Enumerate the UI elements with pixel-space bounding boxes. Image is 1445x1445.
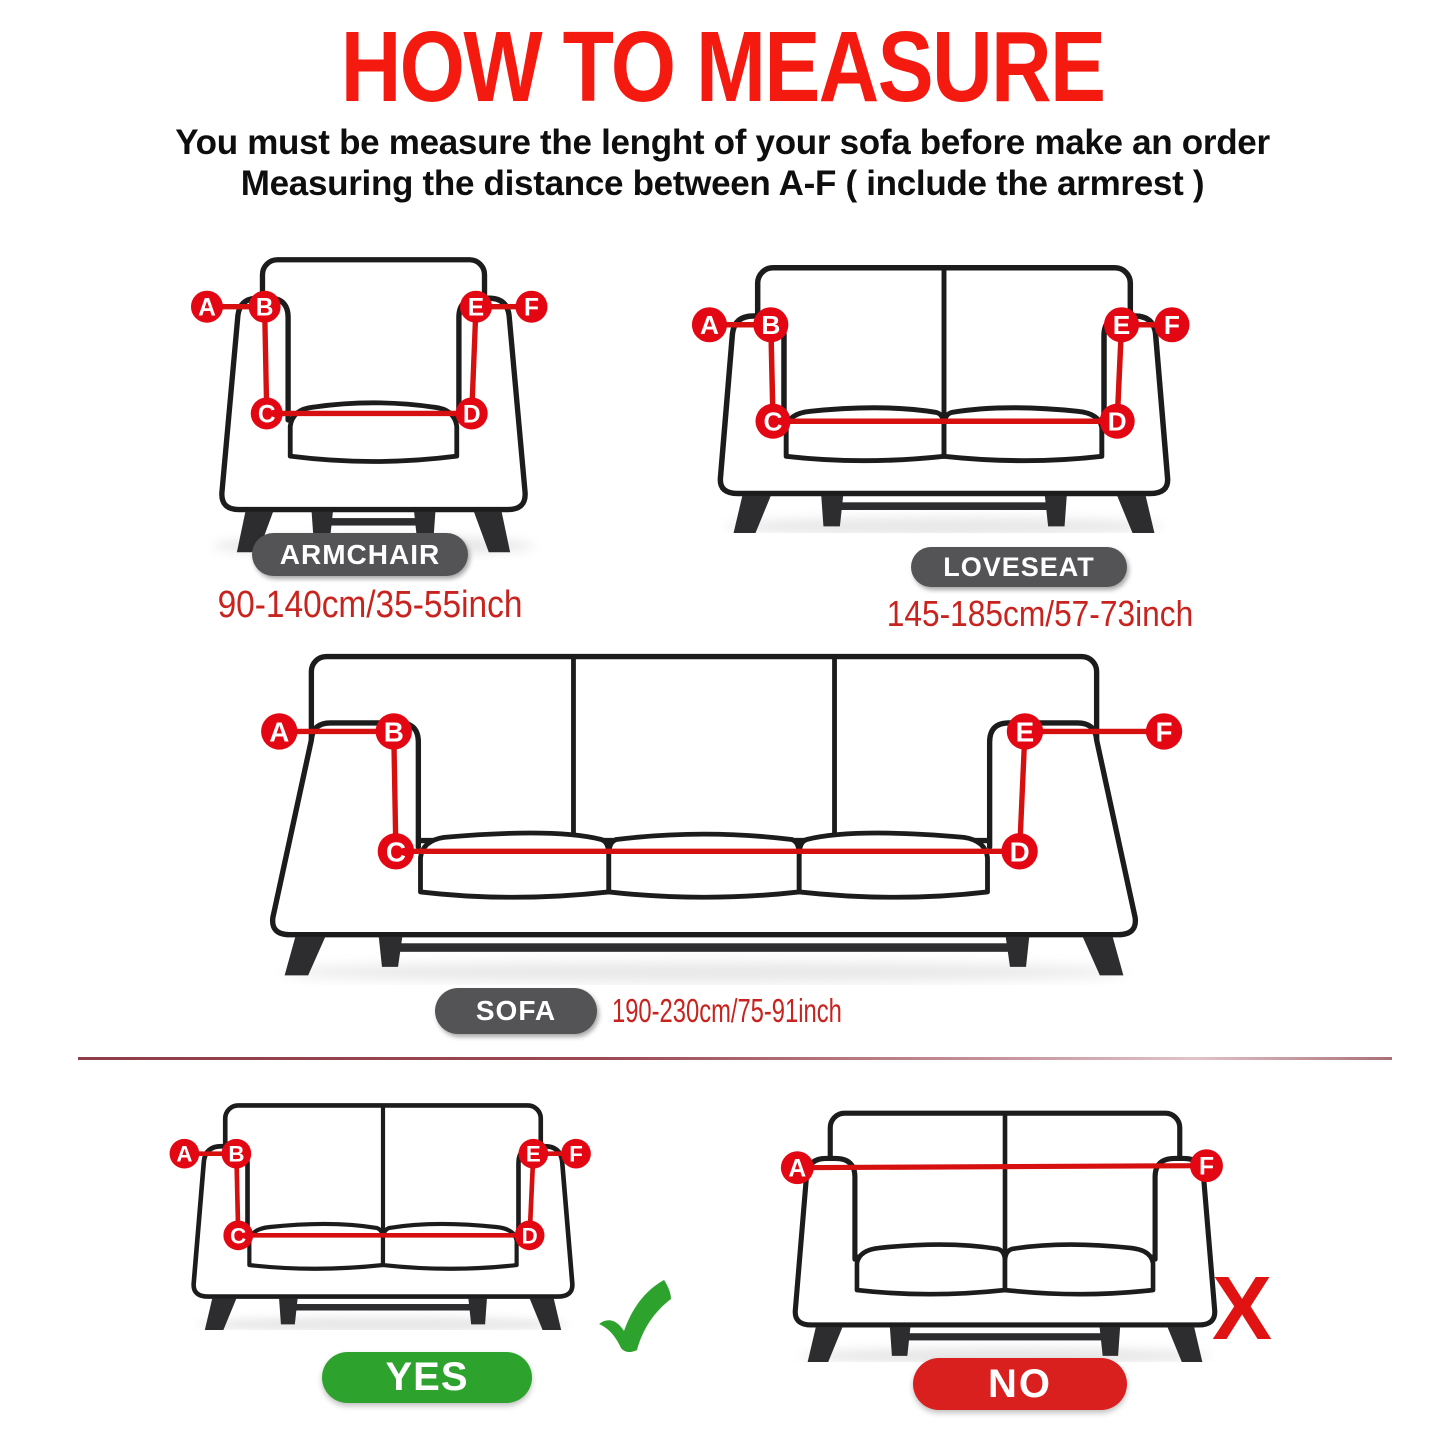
leg-stretcher-bar [900,1333,1110,1340]
svg-text:F: F [1163,310,1181,341]
floor-shadow [725,518,1163,533]
seat-cushion [944,408,1102,461]
leg [279,1298,298,1324]
subtitle [0,122,1445,204]
svg-text:F: F [1198,1153,1215,1181]
measure-point-e [1007,713,1043,749]
svg-text:C: C [230,1223,247,1249]
measure-point-a [191,291,223,323]
svg-text:D: D [521,1223,538,1249]
armchair-size-range: 90-140cm/35-55inch [217,584,523,626]
svg-text:F: F [523,294,539,322]
measure-point-c [223,1220,253,1250]
subtitle-line-2: Measuring the distance between A-F ( include the armrest ) [240,164,1205,203]
leg [1045,496,1067,527]
measure-point-b [753,307,788,342]
sofa-drawing [169,648,1239,985]
cross-mark: X [1212,1259,1273,1359]
svg-text:B: B [761,310,781,341]
svg-text:F: F [569,1141,583,1167]
seat-cushion [799,833,987,897]
leg [1006,937,1030,967]
measurement-overlay [797,1166,1206,1168]
subtitle-line-1: You must be measure the lenght of your sofa before make an order [175,123,1270,162]
seat-cushion [249,1224,383,1269]
measure-point-e [518,1139,548,1169]
leg [890,1327,911,1356]
measure-point-b [249,291,281,323]
leg [821,496,843,527]
no-example-loveseat-drawing [727,1105,1283,1362]
seat-cushion [609,834,799,897]
measure-point-a [170,1139,200,1169]
page-title: HOW TO MEASURE [340,11,1105,123]
measure-point-b [222,1139,252,1169]
section-divider [78,1057,1392,1060]
measure-point-b [376,713,412,749]
leg-stretcher-bar [389,943,1018,952]
loveseat-drawing [648,259,1240,533]
svg-text:F: F [1155,716,1173,748]
svg-text:C: C [385,836,406,868]
measure-point-d [456,397,488,429]
svg-text:D: D [1107,406,1127,437]
measure-point-c [251,397,283,429]
check-icon [596,1278,680,1354]
svg-text:C: C [257,401,276,429]
floor-shadow [281,963,1126,982]
sofa-size-range: 190-230cm/75-91inch [612,992,842,1029]
sofa-label-pill: SOFA [435,988,597,1034]
svg-text:E: E [525,1141,541,1167]
leg [1100,1327,1121,1356]
no-pill: NO [913,1358,1127,1410]
measure-point-f [515,291,547,323]
measure-point-e [1104,307,1139,342]
measure-point-c [378,833,414,869]
leg-stretcher-bar [288,1304,477,1310]
svg-text:A: A [269,716,290,748]
floor-shadow [197,1317,568,1330]
leg-stretcher-bar [322,518,424,525]
measure-point-f [1154,307,1189,342]
svg-text:D: D [462,401,481,429]
seat-cushion [857,1245,1005,1295]
measure-point-a [692,307,727,342]
svg-text:B: B [255,294,274,322]
measure-point-a [261,713,297,749]
measure-point-d [515,1220,545,1250]
svg-text:D: D [1009,836,1030,868]
svg-text:B: B [228,1141,245,1167]
seat-cushion [786,408,944,461]
back-cushion [311,657,1096,841]
svg-text:E: E [1015,716,1035,748]
loveseat-label-pill: LOVESEAT [911,547,1127,587]
svg-text:E: E [1112,310,1131,341]
seat-cushion [383,1224,517,1269]
seat-cushion [420,833,608,897]
svg-text:A: A [198,294,216,322]
armchair-drawing [160,251,587,561]
back-cushion [262,260,484,420]
leg-stretcher-bar [832,502,1056,510]
leg [468,1298,487,1324]
measure-point-e [460,291,492,323]
yes-example-loveseat-drawing [132,1098,634,1330]
svg-text:E: E [467,294,485,322]
loveseat-size-range: 145-185cm/57-73inch [886,593,1194,634]
seat-cushion [1005,1245,1153,1295]
measure-point-d [1001,833,1037,869]
leg [379,937,403,967]
svg-text:C: C [763,406,783,437]
svg-text:A: A [176,1141,193,1167]
yes-pill: YES [322,1352,532,1403]
measure-point-f [561,1139,591,1169]
measure-point-f [1146,713,1182,749]
measure-point-a [781,1151,814,1184]
measure-point-f [1190,1149,1223,1182]
svg-text:A: A [699,310,719,341]
measure-point-d [1100,404,1135,439]
measure-point-c [755,404,790,439]
armchair-label-pill: ARMCHAIR [252,533,468,576]
svg-text:B: B [383,716,404,748]
svg-text:A: A [788,1155,807,1183]
